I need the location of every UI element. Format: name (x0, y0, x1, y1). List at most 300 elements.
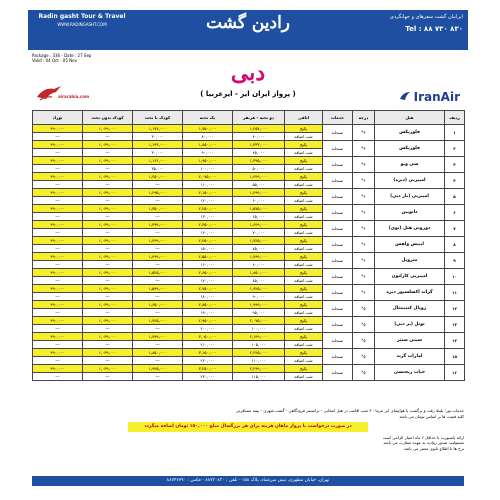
price-type-cell: پکیج (285, 141, 323, 149)
col-header: کودک با تخت (133, 111, 183, 125)
meal-plan: صبحانه (323, 365, 353, 381)
price-cell: ۱۶۰,۰۰۰ (183, 261, 233, 269)
hotel-name: رویال کنتیننتال (375, 301, 445, 317)
table-row (33, 141, 465, 149)
price-cell: ۲,۴۵۰,۰۰۰ (183, 237, 233, 245)
price-type-cell: شب اضافه (285, 341, 323, 349)
price-cell: ۴۹۰,۰۰۰ (33, 349, 83, 357)
package-line-2: Valid : 04 Oct - 05 Nov (32, 58, 77, 63)
price-cell: ۲,۱۴۹,۰۰۰ (233, 333, 285, 341)
hotel-grade: ۴* (353, 285, 375, 301)
hotel-grade: ۵* (353, 317, 375, 333)
price-cell: ۱,۰۴۹,۰۰۰ (83, 253, 133, 261)
price-cell: --- (83, 181, 133, 189)
price-cell: --- (83, 149, 133, 157)
price-cell: ۷۰,۰۰۰ (233, 229, 285, 237)
price-cell: ۱,۶۴۹,۰۰۰ (233, 221, 285, 229)
price-cell: ۶۵,۰۰۰ (233, 213, 285, 221)
price-cell: ۲,۰۷۵,۰۰۰ (183, 173, 233, 181)
price-cell: --- (83, 133, 133, 141)
agency-name-fa: ایرانیان گشت سفرهای و جهانگردی (389, 14, 463, 20)
price-cell: --- (83, 341, 133, 349)
meal-plan: صبحانه (323, 205, 353, 221)
table-row (33, 301, 465, 309)
price-type-cell: شب اضافه (285, 213, 323, 221)
package-line-1: Package : 336 - Date : 27 Sep (32, 53, 92, 58)
row-number: ۳ (445, 157, 465, 173)
price-cell: ۱,۹۲۵,۰۰۰ (133, 365, 183, 373)
agency-tel: Tel : ۸۸ ۷۳۰ ۸۳۰ (405, 25, 463, 33)
price-cell: --- (33, 261, 83, 269)
col-header: اتاقی (285, 111, 323, 125)
price-cell: ۴۹۰,۰۰۰ (33, 205, 83, 213)
price-table (32, 110, 465, 381)
hotel-name: حیات ریجنسی (375, 365, 445, 381)
price-cell: --- (133, 293, 183, 301)
price-cell: ۱,۴۴۹,۰۰۰ (133, 237, 183, 245)
row-number: ۱۳ (445, 317, 465, 333)
price-cell: --- (133, 229, 183, 237)
iranair-homa-icon (399, 90, 411, 102)
airarabia-logo-text: airarabia.com (58, 94, 90, 99)
hotel-name: ایبیس ولفس (375, 237, 445, 253)
col-header: دو تخته - هرنفر (233, 111, 285, 125)
price-type-cell: شب اضافه (285, 149, 323, 157)
price-type-cell: پکیج (285, 301, 323, 309)
hotel-grade: ۴* (353, 173, 375, 189)
meal-plan: صبحانه (323, 157, 353, 173)
price-cell: ۱,۹۹۹,۰۰۰ (233, 301, 285, 309)
price-type-cell: پکیج (285, 157, 323, 165)
price-cell: ۴۹۰,۰۰۰ (33, 173, 83, 181)
note-line: نرخ ها تا اطلاع ثانوی معتبر می باشد (403, 445, 464, 451)
hotel-grade: ۴* (353, 269, 375, 285)
table-row (33, 189, 465, 197)
price-cell: ۱۰۰,۰۰۰ (183, 165, 233, 173)
package-info (32, 53, 112, 63)
price-cell: --- (83, 293, 133, 301)
flight-subtitle: ( پرواز ایران ایر - ایرعربیا ) (200, 90, 296, 98)
price-cell: --- (133, 213, 183, 221)
price-cell: ۱,۲۵۷,۰۰۰ (233, 125, 285, 133)
row-number: ۱۰ (445, 269, 465, 285)
price-cell: --- (33, 245, 83, 253)
meal-plan: صبحانه (323, 237, 353, 253)
highlight-note: در صورت درخواست با پرواز ماهان هزینه برای هر بزرگسال مبلغ ۱۵۰,۰۰۰ تومان اضافه میگردد (128, 422, 368, 432)
meal-plan: صبحانه (323, 253, 353, 269)
price-cell: ۹۰,۰۰۰ (183, 149, 233, 157)
price-cell: ۱,۰۴۹,۰۰۰ (83, 285, 133, 293)
price-cell: ۴۰,۰۰۰ (233, 133, 285, 141)
price-cell: ۴۹۰,۰۰۰ (33, 157, 83, 165)
footer-address: تهران، خیابان مطهری، نبش میرعماد، پلاک ۱۵۸ - تلفن : ۸۸۷۳۰۸۳۰ - فکس : ۸۸۷۴۷۷۹۰ (32, 476, 464, 486)
price-cell: --- (33, 133, 83, 141)
price-cell: --- (133, 325, 183, 333)
price-cell: ۲,۵۵۰,۰۰۰ (183, 253, 233, 261)
col-header: ردیف (445, 111, 465, 125)
hotel-grade: ۵* (353, 349, 375, 365)
row-number: ۱۲ (445, 301, 465, 317)
price-cell: ۱,۰۴۹,۰۰۰ (83, 157, 133, 165)
price-cell: ۱,۴۴۹,۰۰۰ (233, 173, 285, 181)
hotel-name: امپیریی (دیره) (375, 173, 445, 189)
agency-fa-block (343, 14, 463, 33)
price-cell: ۱,۰۴۹,۰۰۰ (83, 141, 133, 149)
price-type-cell: پکیج (285, 253, 323, 261)
price-cell: ۱۵۰,۰۰۰ (183, 245, 233, 253)
price-cell: ۴۹۰,۰۰۰ (33, 141, 83, 149)
price-cell: ۱۸۰,۰۰۰ (183, 293, 233, 301)
price-cell: ۱۲۰,۰۰۰ (183, 197, 233, 205)
price-cell: ۱۷۰,۰۰۰ (183, 277, 233, 285)
price-cell: ۱,۷۲۵,۰۰۰ (133, 317, 183, 325)
price-type-cell: پکیج (285, 285, 323, 293)
price-cell: --- (33, 293, 83, 301)
price-cell: ۸۰,۰۰۰ (233, 261, 285, 269)
price-cell: --- (83, 197, 133, 205)
note-line: خدمات تور: بلیط رفت و برگشت با هواپیمای ایر عربیا - ۳ شب اقامت در هتل انتخابی - ترانسفر فرودگاهی - گشت شهری - بیمه مسافرتی (235, 408, 464, 413)
row-number: ۷ (445, 221, 465, 237)
price-cell: ۱,۹۲۵,۰۰۰ (233, 285, 285, 293)
row-number: ۴ (445, 173, 465, 189)
price-cell: ۸۰,۰۰۰ (183, 133, 233, 141)
price-cell: ۱,۰۴۹,۰۰۰ (83, 317, 133, 325)
price-cell: --- (33, 373, 83, 381)
price-type-cell: پکیج (285, 173, 323, 181)
price-cell: ۱,۳۳۳,۰۰۰ (233, 141, 285, 149)
table-row (33, 125, 465, 133)
price-cell: ۳۰,۰۰۰ (133, 149, 183, 157)
brochure-page (28, 10, 468, 490)
price-cell: --- (33, 309, 83, 317)
price-type-cell: شب اضافه (285, 325, 323, 333)
col-header: خدمات (323, 111, 353, 125)
price-cell: ۱,۷۹۹,۰۰۰ (233, 253, 285, 261)
price-cell: --- (83, 277, 133, 285)
airarabia-logo (36, 85, 96, 107)
row-number: ۲ (445, 141, 465, 157)
meal-plan: صبحانه (323, 285, 353, 301)
price-type-cell: پکیج (285, 365, 323, 373)
price-cell: ۱,۷۵۰,۰۰۰ (183, 125, 233, 133)
price-cell: --- (133, 309, 183, 317)
price-cell: ۲,۷۵۰,۰۰۰ (183, 285, 233, 293)
price-cell: --- (33, 149, 83, 157)
price-cell: --- (33, 325, 83, 333)
price-cell: ۱,۳۵۰,۰۰۰ (133, 205, 183, 213)
price-type-cell: پکیج (285, 317, 323, 325)
price-cell: ۱,۱۴۳,۰۰۰ (133, 141, 183, 149)
row-number: ۱۶ (445, 365, 465, 381)
price-cell: --- (83, 261, 133, 269)
hotel-name: دوروتی هتل (نوی) (375, 221, 445, 237)
price-type-cell: شب اضافه (285, 293, 323, 301)
price-cell: ۱,۰۴۹,۰۰۰ (83, 269, 133, 277)
price-type-cell: شب اضافه (285, 165, 323, 173)
hotel-name: سی ویو (375, 157, 445, 173)
price-cell: ۱,۰۴۹,۰۰۰ (83, 365, 133, 373)
price-type-cell: شب اضافه (285, 229, 323, 237)
table-row (33, 333, 465, 341)
price-cell: ۱,۹۵۰,۰۰۰ (183, 157, 233, 165)
hotel-name: امارات گرند (375, 349, 445, 365)
agency-name-en: Radin gasht Tour & Travel (38, 13, 126, 20)
price-cell: ۴۹۰,۰۰۰ (33, 333, 83, 341)
meal-plan: صبحانه (323, 269, 353, 285)
price-cell: ۲,۲۵۰,۰۰۰ (183, 205, 233, 213)
price-cell: ۱,۱۷۷,۰۰۰ (133, 125, 183, 133)
meal-plan: صبحانه (323, 349, 353, 365)
price-cell: ۸۵,۰۰۰ (233, 277, 285, 285)
price-cell: ۱,۶۵۰,۰۰۰ (133, 301, 183, 309)
price-cell: ۳۰,۰۰۰ (133, 133, 183, 141)
header-band (28, 10, 468, 50)
meal-plan: صبحانه (323, 317, 353, 333)
price-cell: --- (83, 229, 133, 237)
price-cell: --- (83, 373, 133, 381)
price-cell: ۱,۰۴۹,۰۰۰ (83, 205, 133, 213)
note-line: ارائه پاسپورت با حداقل ۶ ماه اعتبار الزامی است (382, 434, 464, 440)
table-row (33, 253, 465, 261)
price-cell: ۱,۰۴۹,۰۰۰ (83, 237, 133, 245)
price-cell: --- (83, 165, 133, 173)
price-cell: ۱۰۰,۰۰۰ (233, 325, 285, 333)
hotel-name: فلوریکس (375, 141, 445, 157)
price-cell: ۴۹۰,۰۰۰ (33, 189, 83, 197)
hotel-name: سیتی سنتر (375, 333, 445, 349)
price-cell: ۳,۰۵۰,۰۰۰ (183, 333, 233, 341)
price-cell: ۱,۰۴۹,۰۰۰ (83, 301, 133, 309)
price-cell: ۶۰,۰۰۰ (233, 197, 285, 205)
hotel-name: امپیریی کارلتون (375, 269, 445, 285)
price-cell: --- (83, 245, 133, 253)
price-cell: --- (83, 309, 133, 317)
price-cell: ۳۵,۰۰۰ (133, 165, 183, 173)
col-header: یک تخته (183, 111, 233, 125)
row-number: ۵ (445, 189, 465, 205)
price-cell: ۳,۱۵۰,۰۰۰ (183, 349, 233, 357)
price-cell: --- (33, 277, 83, 285)
iranair-logo (390, 90, 460, 110)
price-cell: ۱,۵۹۹,۰۰۰ (133, 285, 183, 293)
meal-plan: صبحانه (323, 221, 353, 237)
price-cell: --- (83, 213, 133, 221)
price-cell: ۱,۳۹۹,۰۰۰ (133, 221, 183, 229)
price-type-cell: شب اضافه (285, 197, 323, 205)
price-cell: ۱۱۰,۰۰۰ (183, 181, 233, 189)
price-cell: ۱,۰۴۹,۰۰۰ (83, 221, 133, 229)
row-number: ۹ (445, 253, 465, 269)
price-type-cell: پکیج (285, 237, 323, 245)
meal-plan: صبحانه (323, 301, 353, 317)
destination-title: دبی (230, 60, 266, 86)
price-cell: --- (133, 197, 183, 205)
price-cell: ۱,۴۹۹,۰۰۰ (233, 189, 285, 197)
price-cell: ۲,۱۵۰,۰۰۰ (183, 189, 233, 197)
row-number: ۱۵ (445, 349, 465, 365)
price-cell: ۱۱۵,۰۰۰ (233, 373, 285, 381)
price-cell: ۱,۷۹۹,۰۰۰ (133, 333, 183, 341)
price-cell: --- (33, 341, 83, 349)
price-cell: --- (33, 357, 83, 365)
price-cell: ۴۹۰,۰۰۰ (33, 253, 83, 261)
price-cell: ۹۰,۰۰۰ (233, 293, 285, 301)
table-row (33, 173, 465, 181)
table-header-row (33, 111, 465, 125)
price-cell: ۲,۲۲۵,۰۰۰ (233, 349, 285, 357)
hotel-grade: ۵* (353, 365, 375, 381)
table-row (33, 269, 465, 277)
price-cell: ۲۱۰,۰۰۰ (183, 341, 233, 349)
price-cell: ۴۹۰,۰۰۰ (33, 365, 83, 373)
hotel-grade: ۵* (353, 333, 375, 349)
price-cell: --- (133, 261, 183, 269)
price-type-cell: پکیج (285, 189, 323, 197)
hotel-name: گراند اکسلسیور دیره (375, 285, 445, 301)
meal-plan: صبحانه (323, 125, 353, 141)
price-cell: ۱,۸۵۰,۰۰۰ (233, 269, 285, 277)
price-type-cell: شب اضافه (285, 373, 323, 381)
price-cell: ۱,۲۹۵,۰۰۰ (133, 189, 183, 197)
hotel-grade: ۴* (353, 189, 375, 205)
price-cell: ۴۹۰,۰۰۰ (33, 125, 83, 133)
price-cell: ۵۵,۰۰۰ (233, 181, 285, 189)
table-row (33, 205, 465, 213)
row-number: ۶ (445, 205, 465, 221)
price-cell: --- (33, 229, 83, 237)
price-cell: --- (33, 181, 83, 189)
price-cell: --- (133, 341, 183, 349)
price-cell: --- (133, 357, 183, 365)
price-cell: ۲,۲۹۹,۰۰۰ (233, 365, 285, 373)
price-cell: ۱,۸۵۰,۰۰۰ (183, 141, 233, 149)
hotel-grade: ۴* (353, 205, 375, 221)
table-row (33, 349, 465, 357)
price-type-cell: شب اضافه (285, 181, 323, 189)
price-cell: ۱,۰۴۹,۰۰۰ (83, 333, 133, 341)
price-type-cell: پکیج (285, 333, 323, 341)
price-cell: ۱,۷۲۵,۰۰۰ (233, 237, 285, 245)
price-cell: --- (133, 181, 183, 189)
price-cell: ۱۴۰,۰۰۰ (183, 229, 233, 237)
price-type-cell: شب اضافه (285, 261, 323, 269)
row-number: ۱۴ (445, 333, 465, 349)
col-header: درجه (353, 111, 375, 125)
agency-en-block (32, 13, 132, 27)
price-cell: ۳,۲۵۰,۰۰۰ (183, 365, 233, 373)
col-header: هتل (375, 111, 445, 125)
table-body (33, 125, 465, 381)
price-type-cell: شب اضافه (285, 277, 323, 285)
price-cell: ۲,۶۵۰,۰۰۰ (183, 269, 233, 277)
table-row (33, 221, 465, 229)
price-type-cell: پکیج (285, 269, 323, 277)
hotel-grade: ۵* (353, 301, 375, 317)
price-cell: ۱,۸۵۰,۰۰۰ (133, 349, 183, 357)
hotel-grade: ۴* (353, 253, 375, 269)
price-cell: ۴۹۰,۰۰۰ (33, 301, 83, 309)
price-cell: --- (83, 325, 133, 333)
price-type-cell: پکیج (285, 205, 323, 213)
price-cell: ۵۰,۰۰۰ (233, 165, 285, 173)
hotel-grade: ۳* (353, 141, 375, 157)
price-cell: ۱۹۰,۰۰۰ (183, 309, 233, 317)
price-cell: ۲,۳۵۰,۰۰۰ (183, 221, 233, 229)
price-cell: ۲۰۰,۰۰۰ (183, 325, 233, 333)
hotel-name: متروپل (375, 253, 445, 269)
price-type-cell: شب اضافه (285, 133, 323, 141)
hotel-name: فلوریکس (375, 125, 445, 141)
iranair-logo-text: IranAir (413, 90, 460, 104)
price-cell: --- (33, 165, 83, 173)
hotel-name: نوتل (بر دبی) (375, 317, 445, 333)
price-cell: --- (83, 357, 133, 365)
price-type-cell: شب اضافه (285, 309, 323, 317)
table-row (33, 157, 465, 165)
table-row (33, 317, 465, 325)
price-type-cell: پکیج (285, 221, 323, 229)
price-cell: ۱۳۰,۰۰۰ (183, 213, 233, 221)
price-cell: ۱,۰۴۹,۰۰۰ (83, 349, 133, 357)
meal-plan: صبحانه (323, 189, 353, 205)
agency-url: WWW.RADINGASHT.COM (57, 22, 107, 27)
table-row (33, 285, 465, 293)
price-cell: ۲,۰۷۵,۰۰۰ (233, 317, 285, 325)
col-header: نوزاد (33, 111, 83, 125)
price-cell: ۱,۰۴۹,۰۰۰ (83, 125, 133, 133)
price-type-cell: پکیج (285, 349, 323, 357)
price-cell: ۴۹۰,۰۰۰ (33, 285, 83, 293)
hotel-grade: ۴* (353, 221, 375, 237)
row-number: ۱۱ (445, 285, 465, 301)
price-type-cell: پکیج (285, 125, 323, 133)
price-cell: ۱۱۰,۰۰۰ (233, 357, 285, 365)
price-cell: ۴۹۰,۰۰۰ (33, 221, 83, 229)
price-cell: ۱,۳۹۵,۰۰۰ (233, 157, 285, 165)
note-line: کلیه قیمت ها بر اساس تومان می باشد (399, 413, 464, 419)
hotel-grade: ۴* (353, 237, 375, 253)
hotel-name: امپیریی (بار دبی) (375, 189, 445, 205)
price-cell: ۷۵,۰۰۰ (233, 245, 285, 253)
price-cell: --- (133, 245, 183, 253)
price-cell: ۴۹۰,۰۰۰ (33, 317, 83, 325)
price-cell: ۴۹۰,۰۰۰ (33, 269, 83, 277)
agency-title-fa: رادین گشت (205, 13, 291, 33)
hotel-grade: ۳* (353, 125, 375, 141)
row-number: ۱ (445, 125, 465, 141)
price-cell: ۱,۴۹۹,۰۰۰ (133, 253, 183, 261)
meal-plan: صبحانه (323, 173, 353, 189)
price-cell: ۱,۱۶۲,۰۰۰ (133, 157, 183, 165)
meal-plan: صبحانه (323, 333, 353, 349)
price-cell: ۱,۰۴۹,۰۰۰ (83, 173, 133, 181)
hotel-grade: ۳* (353, 157, 375, 173)
col-header: کودک بدون تخت (83, 111, 133, 125)
price-type-cell: شب اضافه (285, 245, 323, 253)
price-cell: ۱۰۵,۰۰۰ (233, 341, 285, 349)
price-cell: ۲,۸۵۰,۰۰۰ (183, 301, 233, 309)
price-type-cell: شب اضافه (285, 357, 323, 365)
price-cell: --- (33, 197, 83, 205)
price-cell: ۹۵,۰۰۰ (233, 309, 285, 317)
price-cell: ۱,۰۴۹,۰۰۰ (83, 189, 133, 197)
table-row (33, 365, 465, 373)
price-cell: --- (33, 213, 83, 221)
notes-section (32, 408, 464, 451)
price-cell: ۱,۵۲۵,۰۰۰ (133, 269, 183, 277)
price-cell: ۲۲۰,۰۰۰ (183, 357, 233, 365)
price-cell: --- (133, 277, 183, 285)
